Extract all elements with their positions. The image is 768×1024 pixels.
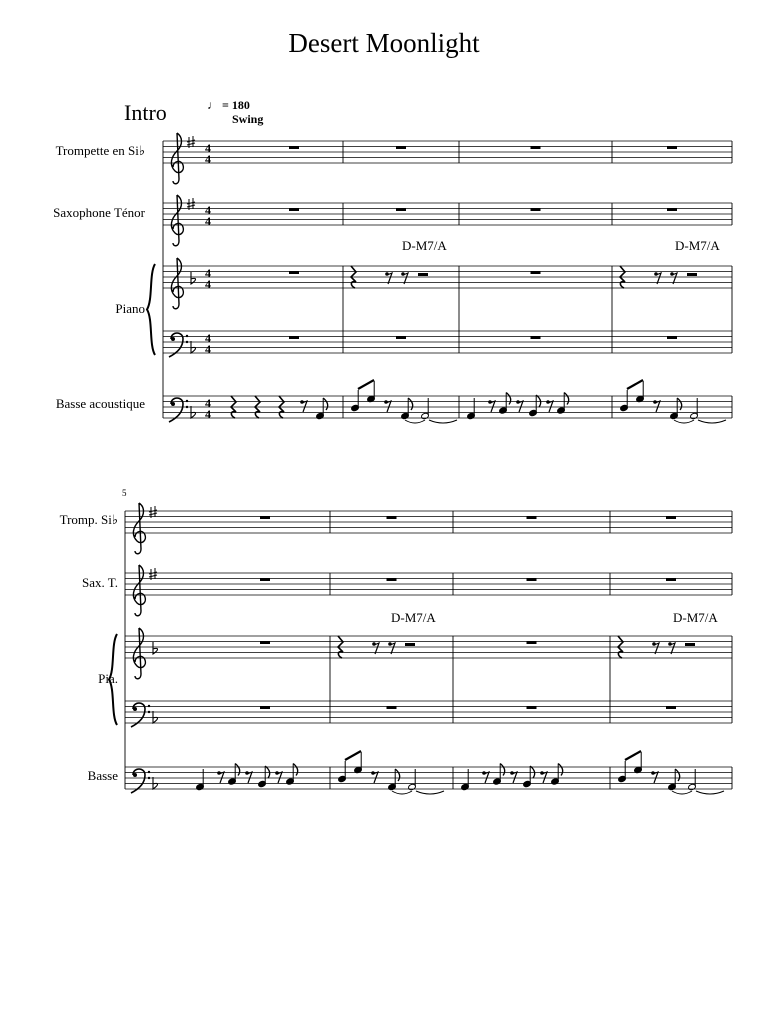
whole-rest <box>531 271 541 274</box>
instrument-label-bass-short: Basse <box>87 768 118 783</box>
rehearsal-mark: Intro <box>124 100 167 125</box>
staff-1-2 <box>125 636 732 658</box>
tie <box>672 791 692 794</box>
eighth-rest <box>488 400 495 412</box>
tempo-value: ♩ = 180 <box>207 98 250 112</box>
note <box>618 761 627 783</box>
note-flag <box>558 764 562 776</box>
time-signature-top: 4 <box>205 141 211 155</box>
eighth-rest <box>300 400 307 412</box>
piano-brace <box>147 264 155 355</box>
whole-rest <box>396 208 406 211</box>
whole-rest <box>667 208 677 211</box>
eighth-rest <box>653 400 660 412</box>
note-flag <box>235 764 239 776</box>
eighth-rest <box>546 400 553 412</box>
whole-rest <box>667 336 677 339</box>
whole-rest <box>531 208 541 211</box>
whole-rest <box>667 146 677 149</box>
instrument-label-tenor-sax-short: Sax. T. <box>82 575 118 590</box>
flat-accidental <box>191 341 196 353</box>
whole-rest <box>289 208 299 211</box>
staff-0-1 <box>163 203 732 225</box>
note <box>351 390 360 412</box>
chord-symbol: D-M7/A <box>402 238 447 253</box>
whole-rest <box>260 706 270 709</box>
time-signature-bottom: 4 <box>205 152 211 166</box>
half-rest <box>687 273 697 276</box>
measure-number: 5 <box>122 488 127 498</box>
piano-brace <box>109 634 117 725</box>
whole-rest <box>387 706 397 709</box>
instrument-label-piano-short: Pia. <box>98 671 118 686</box>
whole-rest <box>260 516 270 519</box>
time-signature-top: 4 <box>205 331 211 345</box>
tie <box>429 420 457 423</box>
eighth-rest <box>371 771 378 783</box>
flat-accidental <box>153 711 158 723</box>
time-signature-top: 4 <box>205 396 211 410</box>
note-flag <box>677 398 681 410</box>
beam <box>345 751 361 760</box>
half-rest <box>685 643 695 646</box>
note <box>338 761 347 783</box>
staff-0-2 <box>163 266 732 288</box>
eighth-rest <box>384 400 391 412</box>
staff-1-3 <box>125 701 732 723</box>
whole-rest <box>387 578 397 581</box>
score-title: Desert Moonlight <box>288 28 480 58</box>
eighth-rest <box>651 771 658 783</box>
whole-rest <box>396 336 406 339</box>
note <box>620 390 629 412</box>
time-signature-bottom: 4 <box>205 214 211 228</box>
time-signature-bottom: 4 <box>205 342 211 356</box>
tie <box>698 420 726 423</box>
note-flag <box>265 766 269 778</box>
eighth-rest <box>540 771 547 783</box>
beam <box>358 380 374 389</box>
note <box>258 766 267 788</box>
note-flag <box>564 393 568 405</box>
whole-rest <box>289 146 299 149</box>
whole-rest <box>289 271 299 274</box>
whole-rest <box>666 516 676 519</box>
whole-rest <box>396 146 406 149</box>
time-signature-top: 4 <box>205 266 211 280</box>
instrument-label-trumpet-short: Tromp. Si♭ <box>59 512 118 527</box>
instrument-label-tenor-sax: Saxophone Ténor <box>53 205 145 220</box>
time-signature-bottom: 4 <box>205 277 211 291</box>
whole-rest <box>531 146 541 149</box>
staff-0-4 <box>163 396 732 418</box>
time-signature-bottom: 4 <box>205 407 211 421</box>
note <box>529 395 538 417</box>
note-flag <box>530 766 534 778</box>
flat-accidental <box>191 406 196 418</box>
eighth-rest <box>510 771 517 783</box>
whole-rest <box>527 516 537 519</box>
instrument-label-piano: Piano <box>115 301 145 316</box>
flat-accidental <box>153 777 158 789</box>
tie <box>696 791 724 794</box>
instrument-label-bass: Basse acoustique <box>55 396 145 411</box>
whole-rest <box>666 706 676 709</box>
whole-rest <box>387 516 397 519</box>
note <box>523 766 532 788</box>
eighth-rest <box>482 771 489 783</box>
whole-rest <box>289 336 299 339</box>
eighth-rest <box>516 400 523 412</box>
half-rest <box>418 273 428 276</box>
note-flag <box>395 769 399 781</box>
note-flag <box>506 393 510 405</box>
staff-0-3 <box>163 331 732 353</box>
eighth-rest <box>275 771 282 783</box>
time-signature-top: 4 <box>205 203 211 217</box>
whole-rest <box>527 641 537 644</box>
staff-1-1 <box>125 573 732 595</box>
tie <box>416 791 444 794</box>
chord-symbol: D-M7/A <box>673 610 718 625</box>
eighth-rest <box>217 771 224 783</box>
note-flag <box>536 395 540 407</box>
eighth-rest <box>245 771 252 783</box>
tie <box>405 420 425 423</box>
whole-rest <box>260 578 270 581</box>
whole-rest <box>527 578 537 581</box>
note-flag <box>500 764 504 776</box>
whole-rest <box>531 336 541 339</box>
whole-rest <box>260 641 270 644</box>
beam <box>625 751 641 760</box>
chord-symbol: D-M7/A <box>675 238 720 253</box>
half-rest <box>405 643 415 646</box>
chord-symbol: D-M7/A <box>391 610 436 625</box>
note-flag <box>323 398 327 410</box>
tie <box>392 791 412 794</box>
whole-rest <box>666 578 676 581</box>
tempo-style: Swing <box>232 112 264 126</box>
note-flag <box>293 764 297 776</box>
beam <box>627 380 643 389</box>
staff-0-0 <box>163 141 732 163</box>
instrument-label-trumpet: Trompette en Si♭ <box>55 143 145 158</box>
note-flag <box>408 398 412 410</box>
note-flag <box>675 769 679 781</box>
staff-1-0 <box>125 511 732 533</box>
tie <box>674 420 694 423</box>
whole-rest <box>527 706 537 709</box>
